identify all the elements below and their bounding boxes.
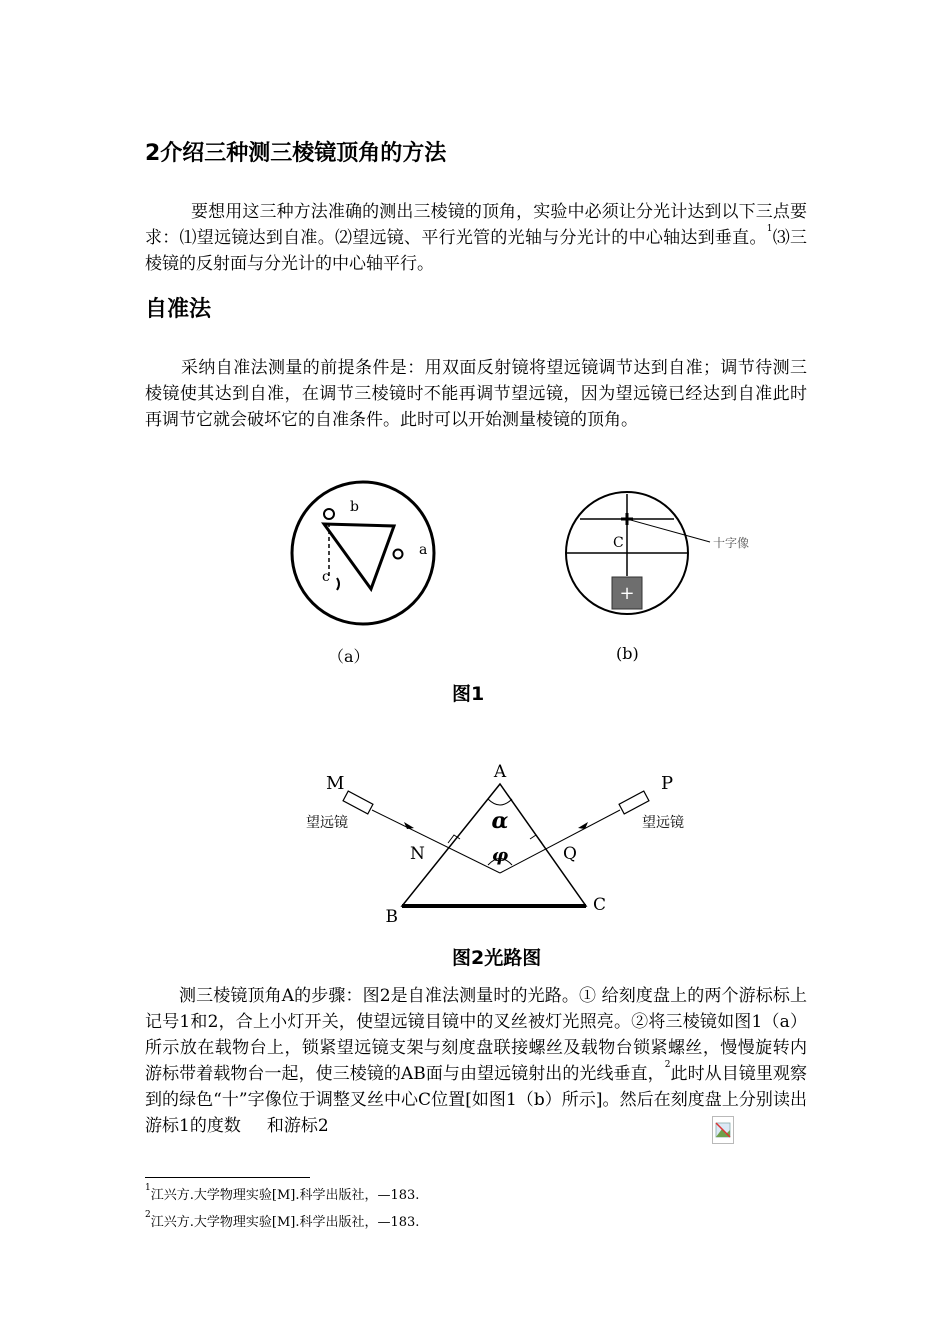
telescope-label-left: 望远镜 [306,815,348,831]
label-b: b [350,499,359,515]
label-p: P [661,773,674,794]
broken-image-icon [712,1116,734,1144]
label-q: Q [563,844,577,864]
footnote-1 [145,1184,419,1203]
figure-2-optical-path [290,755,710,935]
field-of-view-circle-a [292,482,434,624]
plus-glyph: + [619,583,635,604]
cross-image-label: 十字像 [713,536,750,550]
steps-text-3: 和游标2 [266,1116,329,1136]
steps-text-2: 此时从目镜里观察到的绿色“十”字像位于调整叉丝中心C位置[如图1（b）所示]。然后在刻度盘上分别读出游标1的度数 [145,1064,807,1136]
intro-text-1: 要想用这三种方法准确的测出三棱镜的顶角，实验中必须让分光计达到以下三点要求：⑴望远镜达到自准。⑵望远镜、平行光管的光轴与分光计的中心轴达到垂直。 [145,202,807,248]
label-a: a [419,542,428,558]
light-path-pq [500,810,620,873]
screw-a-marker [394,550,403,559]
label-m: M [326,773,345,794]
intro-paragraph [145,199,807,277]
telescope-right [619,791,649,814]
label-c: c [322,569,330,585]
footnote-2-text: 江兴方.大学物理实验[M].科学出版社，—183. [150,1215,420,1230]
figure-2-caption: 图2光路图 [452,947,542,969]
footnote-ref-1[interactable]: 1 [766,224,773,234]
footnote-rule [145,1177,310,1178]
vertex-label-a: A [493,762,507,782]
footnote-1-number: 1 [145,1183,151,1193]
figure-1 [280,480,780,660]
footnote-2-number: 2 [145,1210,151,1220]
arrow-left [404,822,414,829]
figure-1a-caption: （a） [328,647,370,666]
angle-phi-label: φ [491,845,509,866]
leader-line [627,519,710,542]
angle-alpha-label: α [491,808,509,834]
figure-1-caption: 图1 [452,683,485,705]
steps-text-1: 测三棱镜顶角A的步骤：图2是自准法测量时的光路。① 给刻度盘上的两个游标标上记号1和2，合上小灯开关，使望远镜目镜中的叉丝被灯光照亮。②将三棱镜如图1（a）所示放在载物台上，锁紧望远镜支架与刻度盘联接螺丝及载物台锁紧螺丝，慢慢旋转内游标带着载物台一起，使三棱镜的AB面与由望远镜射出的光线垂直， [145,986,807,1084]
footnote-1-text: 江兴方.大学物理实验[M].科学出版社，—183. [150,1188,420,1203]
footnote-ref-2[interactable]: 2 [664,1060,671,1070]
intro-text-2: ⑶三棱镜的反射面与分光计的中心轴平行。 [145,228,808,274]
figure-1b-caption: (b) [616,644,639,663]
telescope-left [343,791,373,814]
section-heading: 2介绍三种测三棱镜顶角的方法 [145,141,447,166]
vertex-label-c: C [593,895,607,915]
screw-c-marker [337,578,339,590]
prism-triangle [324,524,394,589]
subsection-title: 自准法 [145,297,212,322]
angle-arc-alpha [488,799,512,805]
method-paragraph: 采纳自准法测量的前提条件是：用双面反射镜将望远镜调节达到自准；调节待测三棱镜使其达到自准，在调节三棱镜时不能再调节望远镜，因为望远镜已经达到自准此时再调节它就会破坏它的自准条件。此时可以开始测量棱镜的顶角。 [145,358,807,430]
footnote-2 [145,1211,419,1230]
vertex-label-b: B [385,907,398,927]
label-C: C [613,535,624,551]
label-n: N [410,844,425,864]
steps-paragraph [145,983,807,1139]
telescope-label-right: 望远镜 [642,815,684,831]
screw-b-marker [324,509,334,519]
